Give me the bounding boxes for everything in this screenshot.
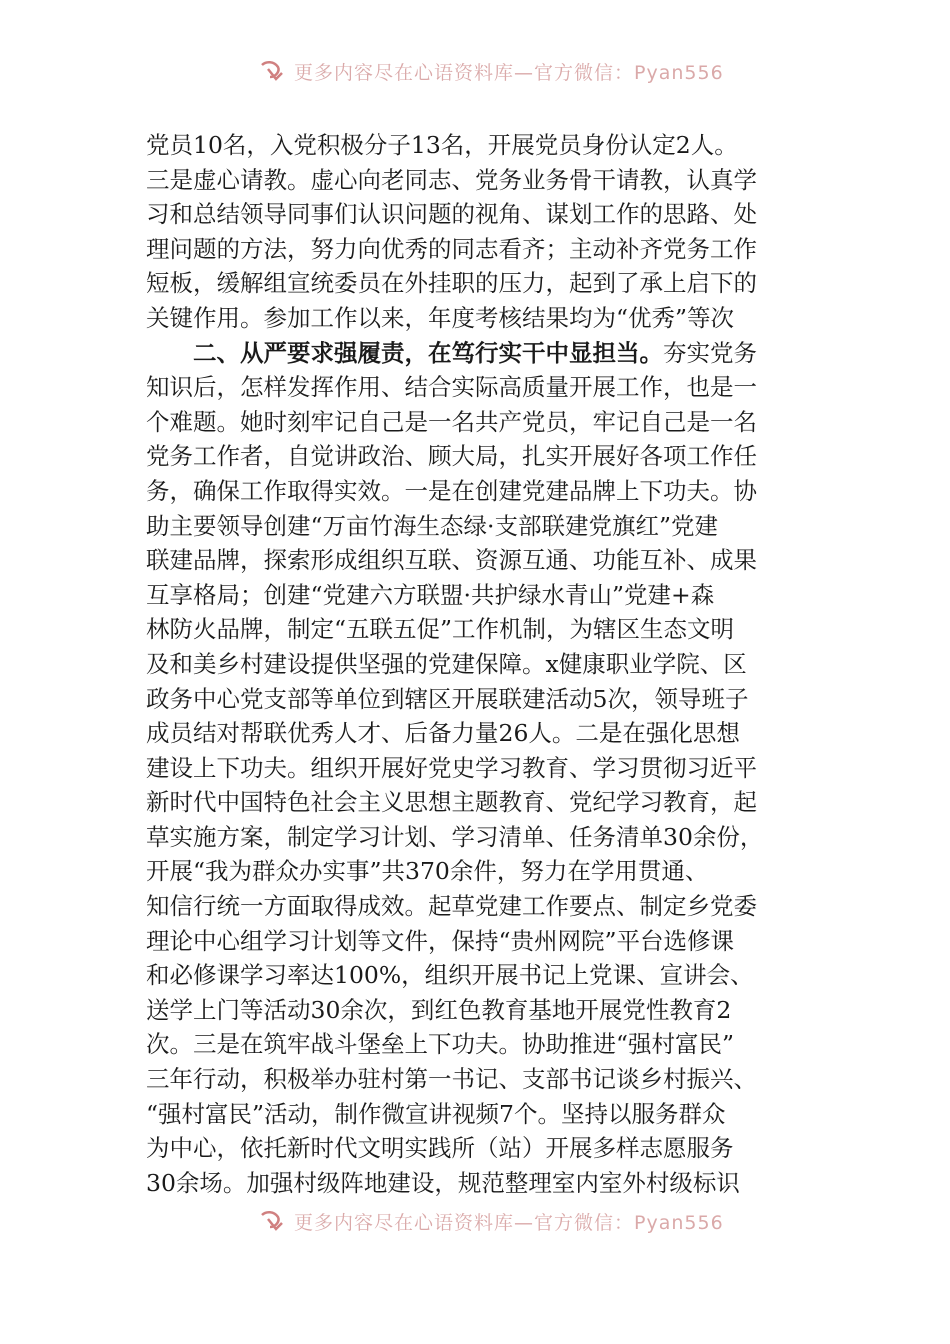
text-line: 联建品牌，探索形成组织互联、资源互通、功能互补、成果	[146, 546, 757, 575]
text-line: 草实施方案，制定学习计划、学习清单、任务清单30余份，	[146, 822, 764, 851]
text-line: 开展“我为群众办实事”共370余件，努力在学用贯通、	[146, 857, 709, 886]
text-line: 三年行动，积极举办驻村第一书记、支部书记谈乡村振兴、	[146, 1065, 757, 1094]
text-line: 三是虚心请教。虚心向老同志、党务业务骨干请教，认真学	[146, 165, 757, 194]
text-line: 建设上下功夫。组织开展好党史学习教育、学习贯彻习近平	[146, 753, 757, 782]
text-line: 短板，缓解组宣统委员在外挂职的压力，起到了承上启下的	[146, 269, 757, 298]
text-line: 理问题的方法，努力向优秀的同志看齐；主动补齐党务工作	[146, 234, 757, 263]
text-line: 新时代中国特色社会主义思想主题教育、党纪学习教育，起	[146, 788, 757, 817]
text-line: 互享格局；创建“党建六方联盟·共护绿水青山”党建+森	[146, 580, 715, 609]
section-heading-line	[146, 336, 816, 371]
watermark-top	[258, 56, 738, 86]
text-line: 党员10名，入党积极分子13名，开展党员身份认定2人。	[146, 131, 738, 159]
logo-icon	[258, 1209, 286, 1233]
text-line: 和必修课学习率达100%，组织开展书记上党课、宣讲会、	[146, 961, 754, 990]
text-line: 次。三是在筑牢战斗堡垒上下功夫。协助推进“强村富民”	[146, 1030, 735, 1059]
text-line: 送学上门等活动30余次，到红色教育基地开展党性教育2	[146, 995, 732, 1024]
text-line: 个难题。她时刻牢记自己是一名共产党员，牢记自己是一名	[146, 407, 757, 436]
text-line: 党务工作者，自觉讲政治、顾大局，扎实开展好各项工作任	[146, 442, 757, 471]
text-line: 及和美乡村建设提供坚强的党建保障。x健康职业学院、区	[146, 649, 747, 678]
text-line: 知信行统一方面取得成效。起草党建工作要点、制定乡党委	[146, 892, 757, 921]
text-line: 为中心，依托新时代文明实践所（站）开展多样志愿服务	[146, 1134, 734, 1163]
logo-icon	[258, 59, 286, 83]
text-line: 知识后，怎样发挥作用、结合实际高质量开展工作，也是一	[146, 373, 757, 402]
section-heading: 二、从严要求强履责，在笃行实干中显担当。	[193, 338, 663, 367]
document-body	[146, 128, 816, 1200]
text-line: 务，确保工作取得实效。一是在创建党建品牌上下功夫。协	[146, 476, 757, 505]
text-line: 政务中心党支部等单位到辖区开展联建活动5次，领导班子	[146, 684, 749, 713]
watermark-text: 更多内容尽在心语资料库—官方微信：Pyan556	[294, 61, 724, 84]
text-line: 习和总结领导同事们认识问题的视角、谋划工作的思路、处	[146, 200, 757, 229]
text-line: 助主要领导创建“万亩竹海生态绿·支部联建党旗红”党建	[146, 511, 718, 540]
watermark-bottom	[258, 1206, 738, 1236]
text-line: “强村富民”活动，制作微宣讲视频7个。坚持以服务群众	[146, 1099, 726, 1128]
text-line: 成员结对帮联优秀人才、后备力量26人。二是在强化思想	[146, 719, 740, 748]
text-line: 林防火品牌，制定“五联五促”工作机制，为辖区生态文明	[146, 615, 735, 644]
text-line: 30余场。加强村级阵地建设，规范整理室内室外村级标识	[146, 1168, 740, 1197]
text-line: 理论中心组学习计划等文件，保持“贵州网院”平台选修课	[146, 926, 735, 955]
watermark-text: 更多内容尽在心语资料库—官方微信：Pyan556	[294, 1211, 724, 1234]
text-line: 关键作用。参加工作以来，年度考核结果均为“优秀”等次	[146, 303, 735, 332]
text-fragment: 夯实党务	[663, 338, 757, 367]
